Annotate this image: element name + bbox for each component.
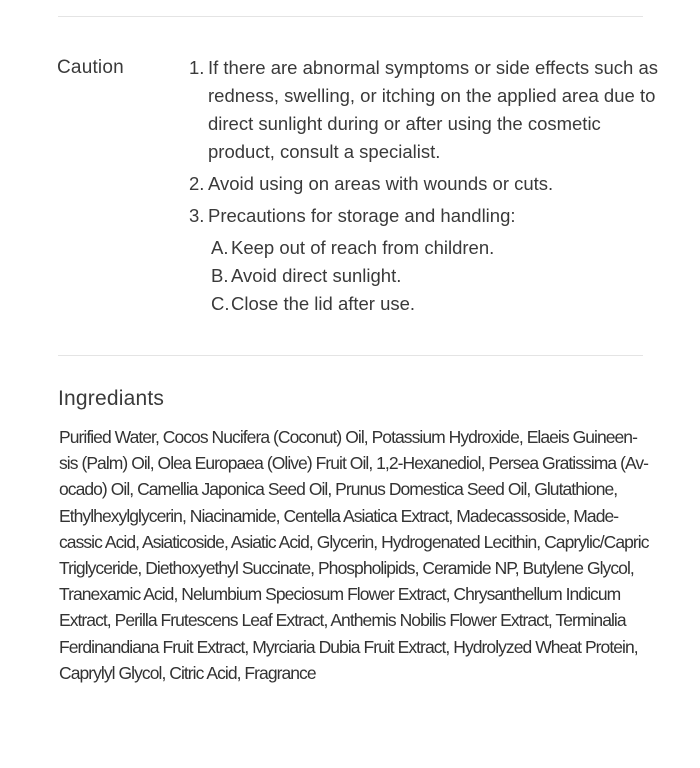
- caution-item-text: If there are abnormal symptoms or side effects such as redness, swelling, or itching on the applied area due to direct sunlight during or after using the cosmetic product, consult a specialist.: [208, 57, 659, 162]
- caution-item-text: Avoid using on areas with wounds or cuts.: [208, 173, 554, 194]
- ingredients-title: Ingrediants: [58, 387, 165, 410]
- caution-item-number: 3.: [189, 205, 205, 226]
- caution-item: [189, 170, 659, 198]
- storage-subitems: [211, 234, 659, 318]
- caution-subitem-text: Avoid direct sunlight.: [231, 265, 402, 286]
- caution-subitem-letter: A.: [211, 237, 229, 258]
- caution-subitem-text: Keep out of reach from children.: [231, 237, 495, 258]
- section-divider: [58, 355, 643, 356]
- caution-list: [189, 54, 659, 318]
- top-divider: [58, 16, 643, 17]
- caution-subitem: [211, 262, 659, 290]
- caution-item-number: 1.: [189, 57, 205, 78]
- caution-subitem-letter: C.: [211, 293, 230, 314]
- ingredients-text: Purified Water, Cocos Nucifera (Coconut) Oil, Potassium Hydroxide, Elaeis Guineensis (Palm) Oil, Olea Europaea (Olive) Fruit Oil, 1,2-Hexanediol, Persea Gratissima (Avocado) Oil, Camellia Japonica Seed Oil, Prunus Domestica Seed Oil, Glutathione, Ethylhexylglycerin, Niacinamide, Centella Asiatica Extract, Madecassoside, Madecassic Acid, Asiaticoside, Asiatic Acid, Glycerin, Hydrogenated Lecithin, Caprylic/Capric Triglyceride, Diethoxyethyl Succinate, Phospholipids, Ceramide NP, Butylene Glycol, Tranexamic Acid, Nelumbium Speciosum Flower Extract, Chrysanthellum Indicum Extract, Perilla Frutescens Leaf Extract, Anthemis Nobilis Flower Extract, Terminalia Ferdinandiana Fruit Extract, Myrciaria Dubia Fruit Extract, Hydrolyzed Wheat Protein, Caprylyl Glycol, Citric Acid, Fragrance: [59, 427, 649, 683]
- caution-item-text: Precautions for storage and handling:: [208, 205, 516, 226]
- caution-item: [189, 54, 659, 166]
- caution-label: Caution: [57, 57, 124, 78]
- caution-subitem: [211, 290, 659, 318]
- caution-item: [189, 202, 659, 230]
- caution-subitem-text: Close the lid after use.: [231, 293, 416, 314]
- caution-subitem-letter: B.: [211, 265, 229, 286]
- caution-item-number: 2.: [189, 173, 205, 194]
- caution-subitem: [211, 234, 659, 262]
